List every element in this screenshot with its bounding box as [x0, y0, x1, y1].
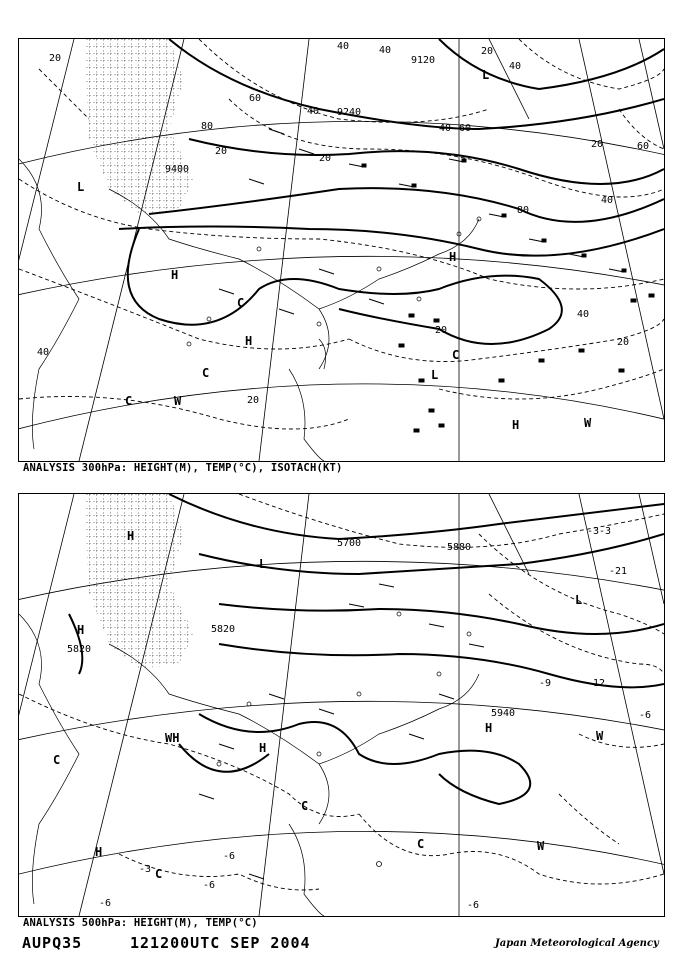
isotach-label: 60	[249, 93, 262, 104]
system-marker: H	[259, 741, 267, 755]
temp-label: -6	[467, 900, 480, 911]
system-marker: C	[452, 348, 460, 362]
temp-label: -3	[599, 526, 612, 537]
isotach-label: 60	[459, 123, 472, 134]
coastline	[19, 614, 479, 916]
chart-300hpa	[19, 39, 664, 461]
temp-label: -3	[587, 526, 600, 537]
temp-label: -21	[609, 566, 628, 577]
temp-label: -6	[223, 851, 236, 862]
temp-label: -6	[203, 880, 216, 891]
map-panel-500hpa	[18, 493, 665, 917]
height-label: 5820	[67, 644, 92, 655]
coastline	[19, 159, 479, 461]
height-label: 9120	[411, 55, 436, 66]
system-marker: H	[95, 845, 103, 859]
isotach-label: 20	[247, 395, 260, 406]
isotach-label: 80	[201, 121, 214, 132]
temp-label: -6	[99, 898, 112, 909]
system-marker: W	[174, 394, 182, 408]
system-marker: C	[301, 799, 309, 813]
system-marker: H	[245, 334, 253, 348]
highland-hatch	[84, 39, 194, 214]
system-marker: H	[449, 250, 457, 264]
agency-credit: Japan Meteorological Agency	[495, 938, 659, 949]
temp-label: -12	[587, 678, 606, 689]
isotach-label: 80	[517, 205, 530, 216]
system-marker: C	[53, 753, 61, 767]
system-marker: L	[575, 593, 583, 607]
isotach-label: 40	[577, 309, 590, 320]
isotach-label: 20	[591, 139, 604, 150]
temp-label: -9	[539, 678, 552, 689]
isotach-label: 40	[307, 106, 320, 117]
system-marker: H	[127, 529, 135, 543]
isotach-label: 20	[319, 153, 332, 164]
system-marker: C	[417, 837, 425, 851]
isotach-label: 40	[601, 195, 614, 206]
isotach-label: 60	[637, 141, 650, 152]
system-marker: W	[596, 729, 604, 743]
system-marker: L	[259, 557, 267, 571]
height-contours-300	[119, 39, 664, 344]
system-marker: L	[431, 368, 439, 382]
chart-id: AUPQ35	[22, 934, 83, 952]
system-marker: C	[125, 394, 133, 408]
height-label: 5940	[491, 708, 516, 719]
system-marker: H	[512, 418, 520, 432]
system-marker: H	[77, 623, 85, 637]
valid-time: 121200UTC SEP 2004	[130, 934, 311, 952]
panel-caption-300hpa: ANALYSIS 300hPa: HEIGHT(M), TEMP(°C), ISOTACH(KT)	[23, 462, 343, 474]
isotach-label: 20	[481, 46, 494, 57]
temp-label: -3	[139, 864, 152, 875]
system-marker: L	[77, 180, 85, 194]
height-label: 9400	[165, 164, 190, 175]
system-marker: C	[155, 867, 163, 881]
temp-label: -6	[639, 710, 652, 721]
chart-500hpa	[19, 494, 664, 916]
panel-caption-500hpa: ANALYSIS 500hPa: HEIGHT(M), TEMP(°C)	[23, 917, 258, 929]
system-marker: H	[485, 721, 493, 735]
map-panel-300hpa	[18, 38, 665, 462]
isotach-label: 20	[215, 146, 228, 157]
temp-labels-500	[99, 526, 651, 911]
isotach-label: 20	[617, 337, 630, 348]
system-marker: C	[237, 296, 245, 310]
isotach-label: 40	[509, 61, 522, 72]
system-marker: H	[171, 268, 179, 282]
isotach-label: 20	[49, 53, 62, 64]
isotach-label: 40	[37, 347, 50, 358]
system-marker: W	[584, 416, 592, 430]
system-marker: W	[537, 839, 545, 853]
system-marker: C	[202, 366, 210, 380]
height-label: 9240	[337, 107, 362, 118]
isotach-label: 40	[439, 123, 452, 134]
highland-hatch	[84, 494, 194, 669]
isotach-label: 40	[379, 45, 392, 56]
height-label: 5820	[211, 624, 236, 635]
height-label: 5700	[337, 538, 362, 549]
isotach-label: 20	[435, 325, 448, 336]
system-marker: L	[482, 68, 490, 82]
system-marker: WH	[165, 731, 180, 745]
isotach-label: 40	[337, 41, 350, 52]
height-label: 5880	[447, 542, 472, 553]
